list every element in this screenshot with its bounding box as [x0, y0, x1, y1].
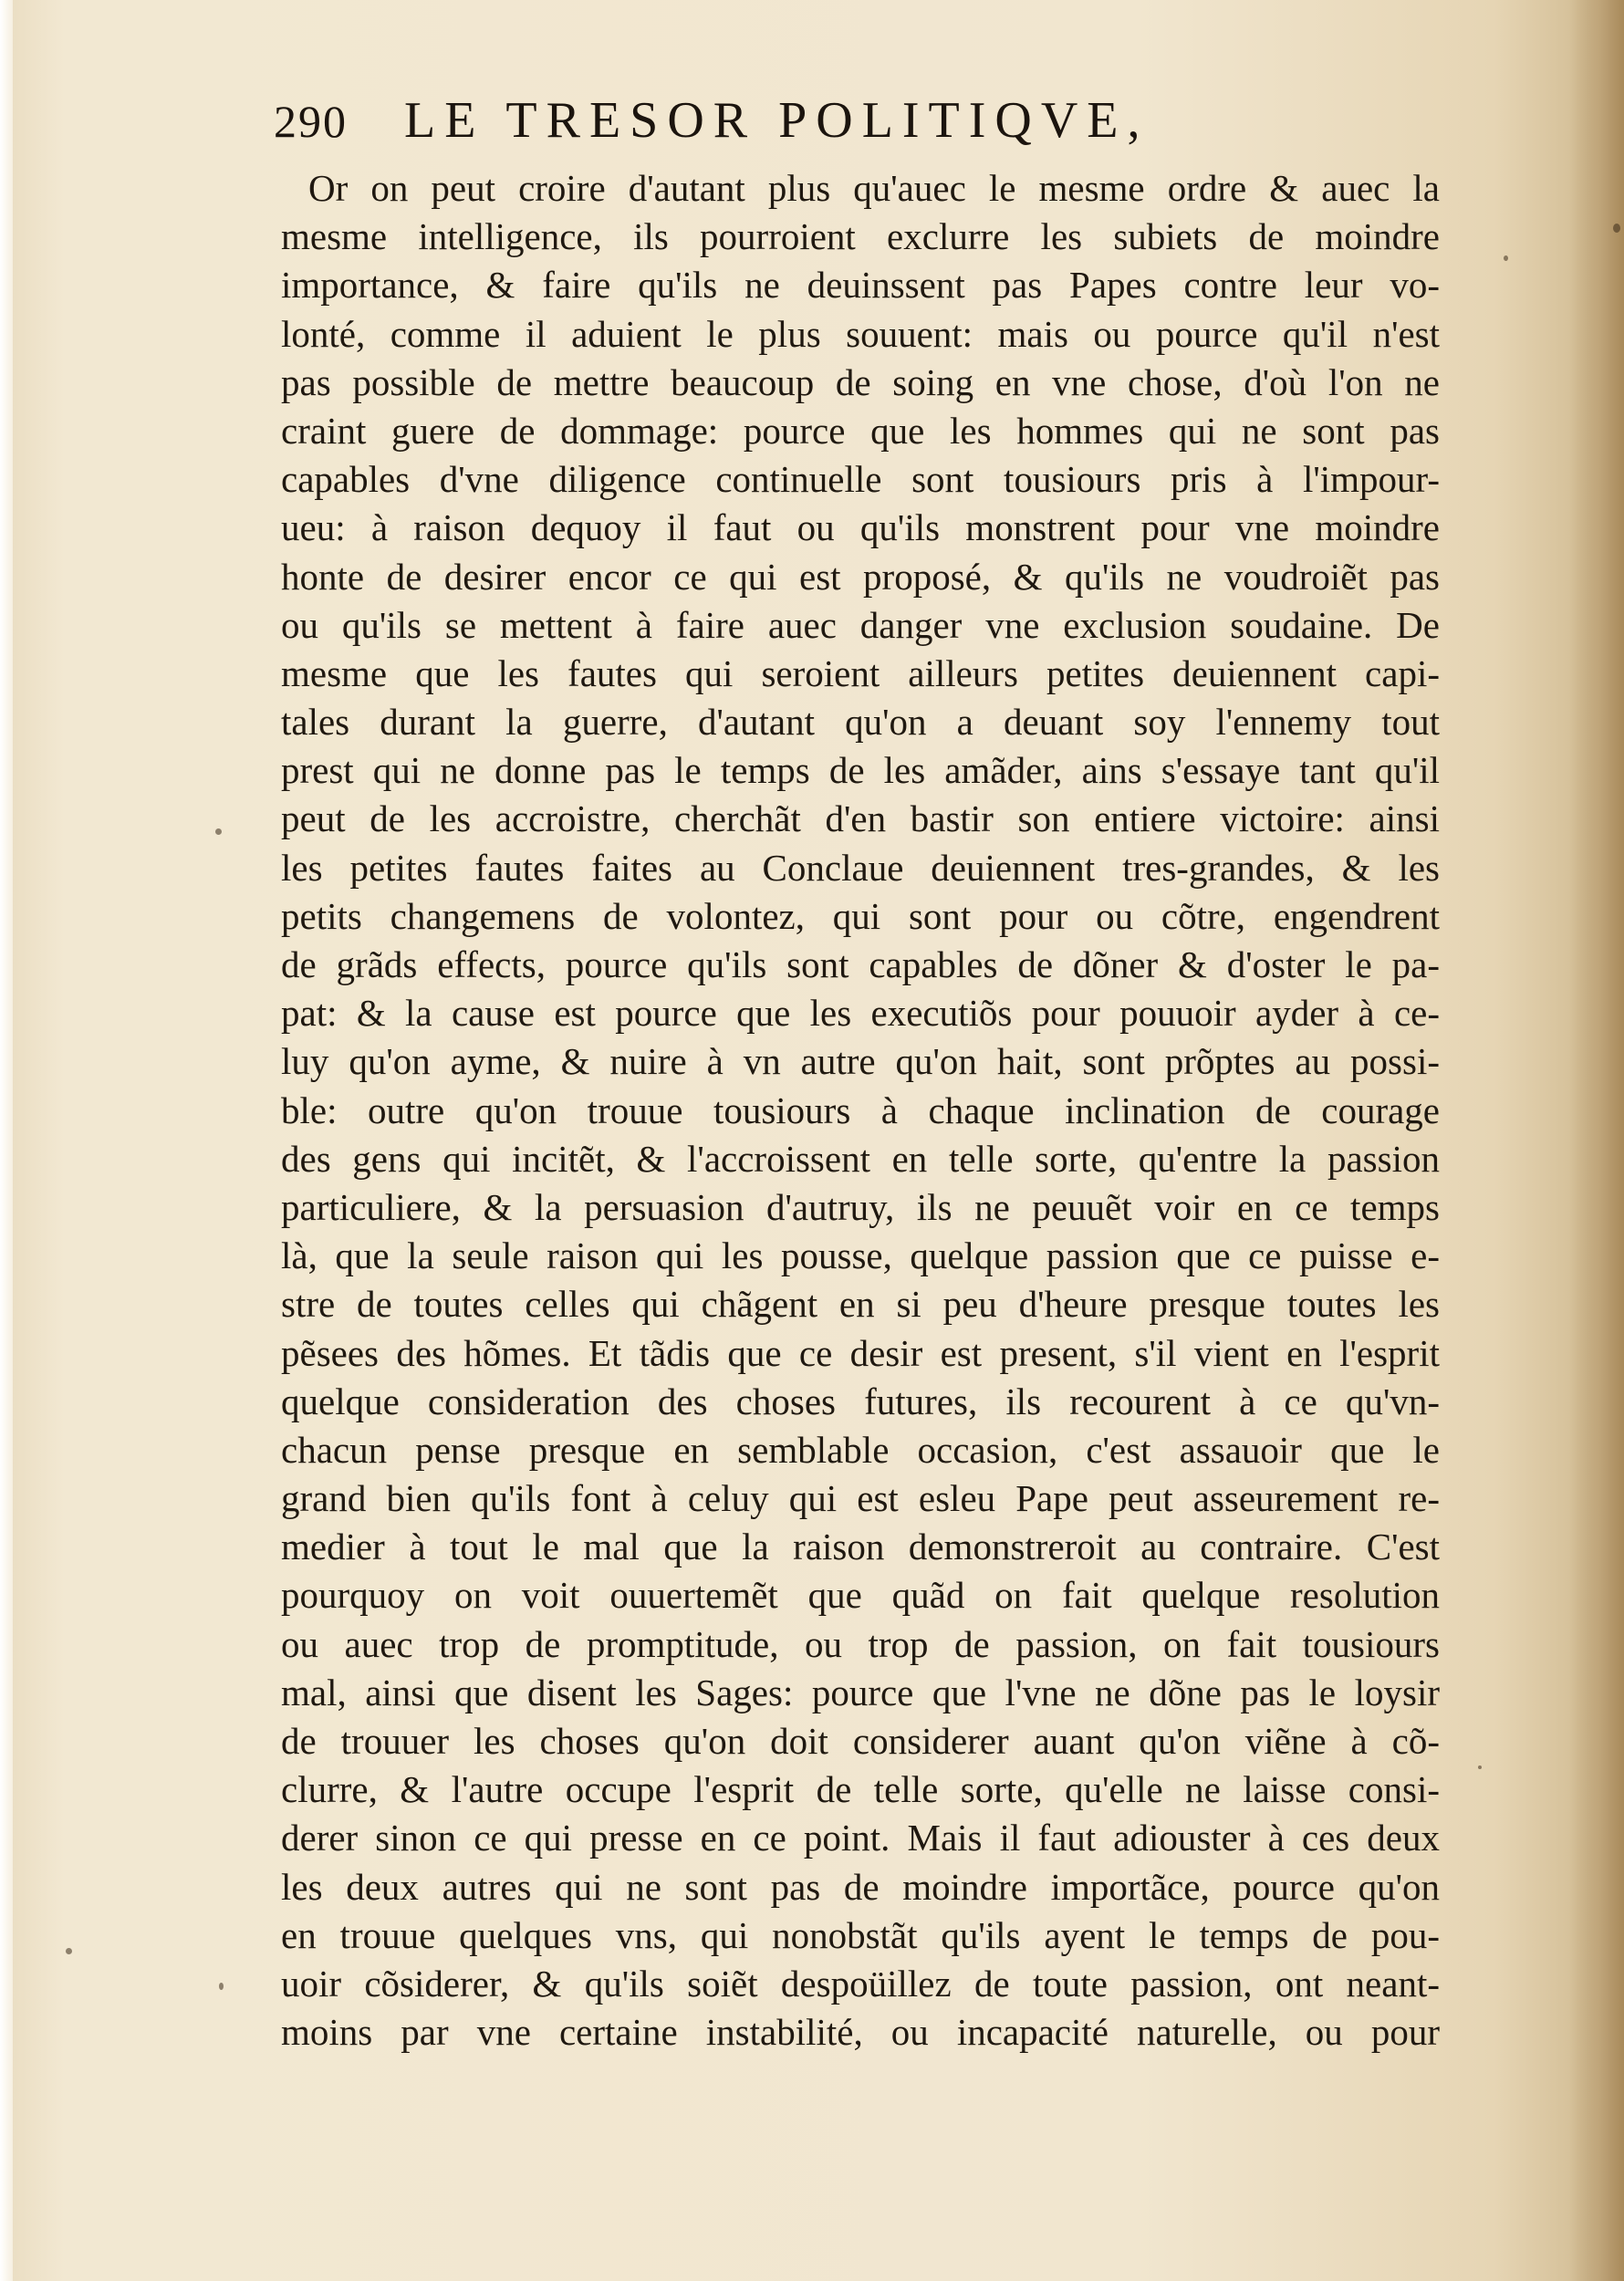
text-line: ou qu'ils se mettent à faire auec danger vne exclusion soudaine. De [281, 603, 1440, 646]
text-line: importance, & faire qu'ils ne deuinssent pas Papes contre leur vo- [281, 264, 1440, 307]
text-line: les deux autres qui ne sont pas de moindre importãce, pource qu'on [281, 1865, 1440, 1908]
text-line: les petites fautes faites au Conclaue deuiennent tres-grandes, & les [281, 846, 1440, 889]
text-line: clurre, & l'autre occupe l'esprit de telle sorte, qu'elle ne laisse consi- [281, 1768, 1440, 1811]
ink-speck [66, 1948, 72, 1954]
text-line: capables d'vne diligence continuelle sont tousiours pris à l'impour- [281, 458, 1440, 501]
text-line: ble: outre qu'on trouue tousiours à chaque inclination de courage [281, 1088, 1440, 1131]
text-line: grand bien qu'ils font à celuy qui est esleu Pape peut asseurement re- [281, 1477, 1440, 1520]
text-line: prest qui ne donne pas le temps de les amãder, ains s'essaye tant qu'il [281, 749, 1440, 792]
ink-speck [1478, 1765, 1482, 1769]
text-line: honte de desirer encor ce qui est proposé, & qu'ils ne voudroiẽt pas [281, 555, 1440, 598]
text-line: pat: & la cause est pource que les executiõs pour pouuoir ayder à ce- [281, 992, 1440, 1035]
body-text-block [281, 164, 1440, 2057]
text-line: craint guere de dommage: pource que les hommes qui ne sont pas [281, 409, 1440, 452]
text-line: peut de les accroistre, cherchãt d'en bastir son entiere victoire: ainsi [281, 797, 1440, 840]
text-line: luy qu'on ayme, & nuire à vn autre qu'on hait, sont prõptes au possi- [281, 1040, 1440, 1083]
text-line: pourquoy on voit ouuertemẽt que quãd on fait quelque resolution [281, 1574, 1440, 1617]
ink-speck [1504, 255, 1508, 261]
text-line: pas possible de mettre beaucoup de soing en vne chose, d'où l'on ne [281, 360, 1440, 403]
text-line: Or on peut croire d'autant plus qu'auec le mesme ordre & auec la [308, 167, 1440, 209]
running-title: LE TRESOR POLITIQVE, [404, 92, 1150, 149]
text-line: tales durant la guerre, d'autant qu'on a deuant soy l'ennemy tout [281, 701, 1440, 744]
ink-speck [219, 1983, 224, 1990]
page-gutter-shadow [1569, 0, 1624, 2281]
text-line: stre de toutes celles qui chãgent en si peu d'heure presque toutes les [281, 1283, 1440, 1326]
text-line: medier à tout le mal que la raison demonstreroit au contraire. C'est [281, 1526, 1440, 1568]
ink-speck [215, 828, 222, 835]
text-line: de grãds effects, pource qu'ils sont capables de dõner & d'oster le pa- [281, 943, 1440, 985]
text-line: chacun pense presque en semblable occasion, c'est assauoir que le [281, 1428, 1440, 1471]
text-line: lonté, comme il aduient le plus souuent: mais ou pource qu'il n'est [281, 312, 1440, 355]
text-line: ou auec trop de promptitude, ou trop de passion, on fait tousiours [281, 1622, 1440, 1665]
text-line: ueu: à raison dequoy il faut ou qu'ils monstrent pour vne moindre [281, 506, 1440, 549]
text-line: uoir cõsiderer, & qu'ils soiẽt despoüillez de toute passion, ont neant- [281, 1962, 1440, 2005]
text-line: des gens qui incitẽt, & l'accroissent en telle sorte, qu'entre la passion [281, 1137, 1440, 1180]
text-line: moins par vne certaine instabilité, ou incapacité naturelle, ou pour [281, 2011, 1440, 2054]
text-line: là, que la seule raison qui les pousse, quelque passion que ce puisse e- [281, 1234, 1440, 1277]
text-line: mal, ainsi que disent les Sages: pource que l'vne ne dõne pas le loysir [281, 1671, 1440, 1713]
ink-speck [1613, 224, 1620, 233]
text-line: en trouue quelques vns, qui nonobstãt qu'ils ayent le temps de pou- [281, 1913, 1440, 1956]
page-left-margin [0, 0, 13, 2281]
text-line: quelque consideration des choses futures, ils recourent à ce qu'vn- [281, 1380, 1440, 1422]
text-line: de trouuer les choses qu'on doit considerer auant qu'on viẽne à cõ- [281, 1720, 1440, 1762]
text-line: mesme que les fautes qui seroient ailleurs petites deuiennent capi- [281, 651, 1440, 694]
text-line: derer sinon ce qui presse en ce point. Mais il faut adiouster à ces deux [281, 1817, 1440, 1859]
text-line: mesme intelligence, ils pourroient exclurre les subiets de moindre [281, 215, 1440, 258]
text-line: particuliere, & la persuasion d'autruy, ils ne peuuẽt voir en ce temps [281, 1185, 1440, 1228]
text-line: pẽsees des hõmes. Et tãdis que ce desir est present, s'il vient en l'esprit [281, 1331, 1440, 1374]
running-header [274, 91, 1460, 164]
page-number: 290 [274, 96, 348, 147]
text-line: petits changemens de volontez, qui sont pour ou cõtre, engendrent [281, 894, 1440, 937]
